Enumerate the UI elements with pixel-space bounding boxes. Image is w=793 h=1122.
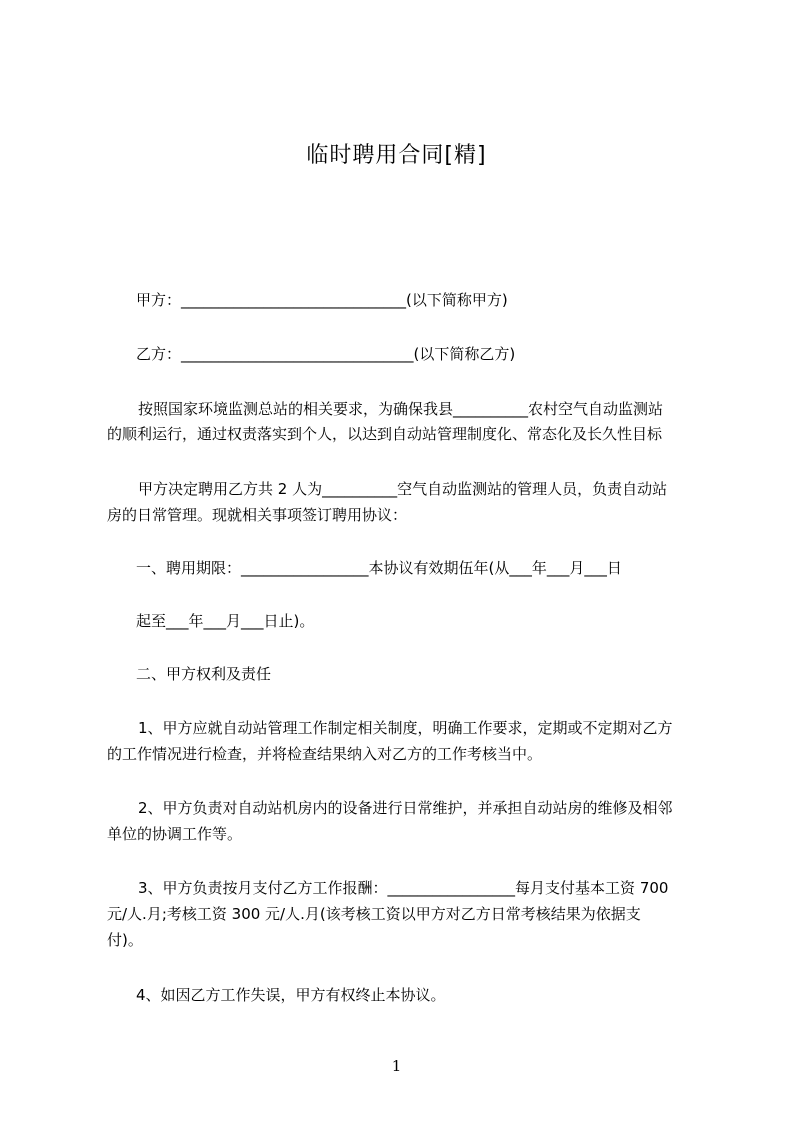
item-3-line-2: 元/人.月;考核工资 300 元/人.月(该考核工资以甲方对乙方日常考核结果为依据支: [107, 905, 641, 923]
page-number: 1: [391, 1057, 402, 1075]
item-2-line-2: 单位的协调工作等。: [107, 825, 243, 843]
item-3-line-1: 3、甲方负责按月支付乙方工作报酬：_________________每月支付基本工资 700: [138, 879, 669, 897]
section-2-heading: 二、甲方权利及责任: [136, 665, 272, 683]
item-2-line-1: 2、甲方负责对自动站机房内的设备进行日常维护，并承担自动站房的维修及相邻: [138, 799, 673, 817]
decision-paragraph-line-1: 甲方决定聘用乙方共 2 人为__________空气自动监测站的管理人员，负责自动站: [138, 480, 668, 498]
document-title: 临时聘用合同[精]: [306, 143, 487, 168]
item-1-line-2: 的工作情况进行检查，并将检查结果纳入对乙方的工作考核当中。: [107, 745, 543, 763]
item-3-line-3: 付)。: [107, 931, 143, 949]
term-line-1: 一、聘用期限：_________________本协议有效期伍年(从___年___月___日: [136, 559, 622, 577]
item-1-line-1: 1、甲方应就自动站管理工作制定相关制度，明确工作要求，定期或不定期对乙方: [138, 719, 673, 737]
party-a-line: 甲方：______________________________(以下简称甲方): [136, 291, 508, 309]
intro-paragraph-line-1: 按照国家环境监测总站的相关要求，为确保我县__________农村空气自动监测站: [138, 400, 664, 418]
decision-paragraph-line-2: 房的日常管理。现就相关事项签订聘用协议：: [107, 506, 408, 524]
party-b-line: 乙方：_______________________________(以下简称乙方): [136, 345, 516, 363]
intro-paragraph-line-2: 的顺利运行，通过权责落实到个人，以达到自动站管理制度化、常态化及长久性目标: [107, 425, 663, 443]
term-line-2: 起至___年___月___日止)。: [136, 612, 315, 630]
item-4-line-1: 4、如因乙方工作失误，甲方有权终止本协议。: [136, 986, 446, 1004]
